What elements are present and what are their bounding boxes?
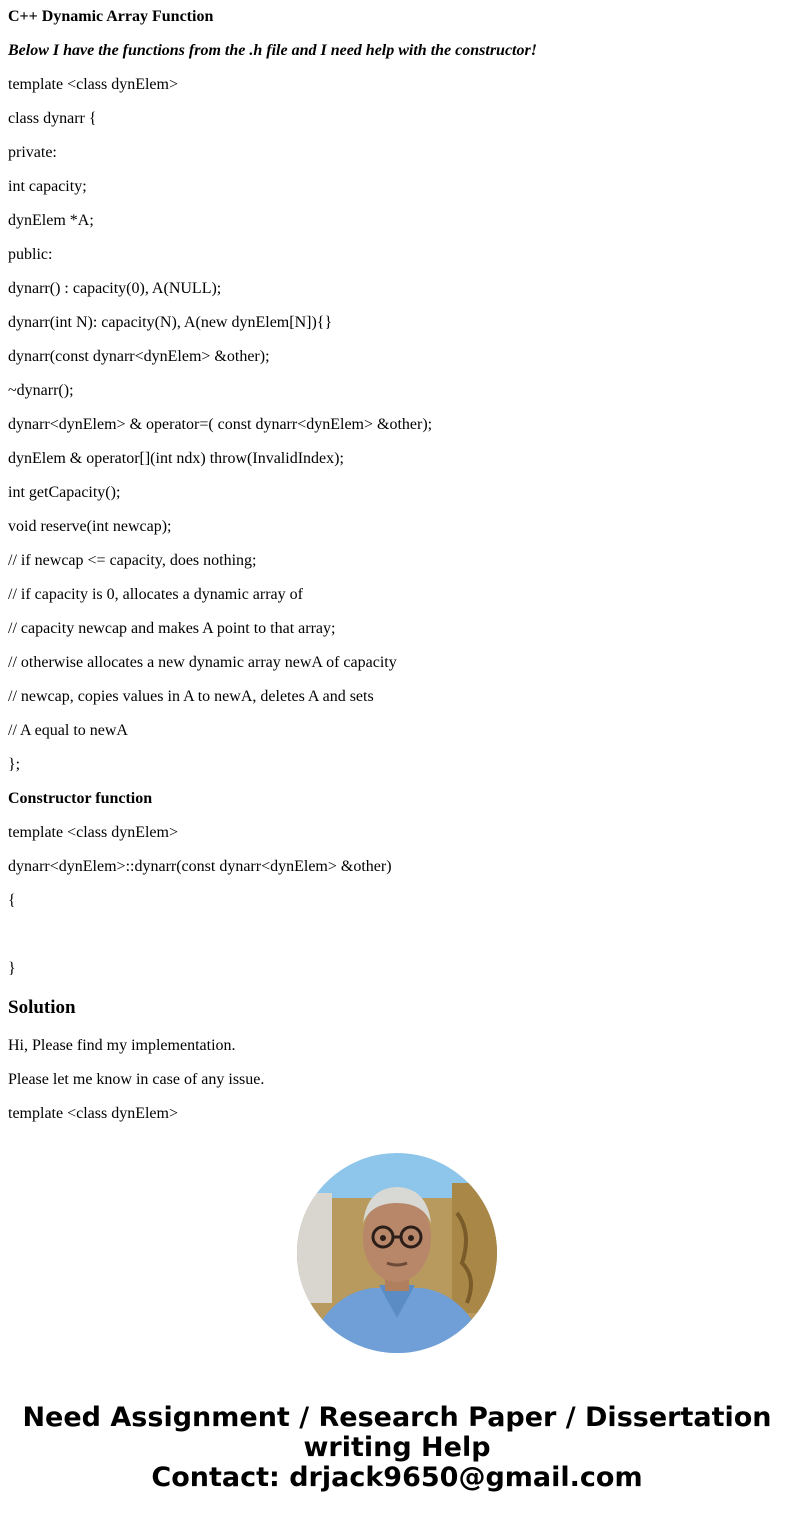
question-title: C++ Dynamic Array Function: [8, 8, 214, 25]
code-line: template <class dynElem>: [8, 824, 178, 841]
code-line: dynarr() : capacity(0), A(NULL);: [8, 280, 222, 297]
solution-line: Please let me know in case of any issue.: [8, 1071, 265, 1088]
solution-line: template <class dynElem>: [8, 1105, 178, 1122]
solution-line: Hi, Please find my implementation.: [8, 1037, 236, 1054]
code-line: template <class dynElem>: [8, 76, 178, 93]
code-line: {: [8, 892, 16, 909]
code-line: int getCapacity();: [8, 484, 121, 501]
question-subtitle: Below I have the functions from the .h file and I need help with the constructor!: [8, 42, 537, 59]
code-line: class dynarr {: [8, 110, 97, 127]
banner-contact-line: Contact: drjack9650@gmail.com: [151, 1462, 643, 1493]
solution-heading: Solution: [8, 997, 76, 1018]
code-line: public:: [8, 246, 53, 263]
contact-banner: [0, 1403, 794, 1493]
author-avatar: [297, 1153, 497, 1353]
code-line: }: [8, 960, 16, 977]
code-line: void reserve(int newcap);: [8, 518, 172, 535]
code-line: dynarr<dynElem> & operator=( const dynarr<dynElem> &other);: [8, 416, 433, 433]
code-line: dynarr<dynElem>::dynarr(const dynarr<dynElem> &other): [8, 858, 392, 875]
code-line: };: [8, 756, 21, 773]
code-line: // capacity newcap and makes A point to that array;: [8, 620, 336, 637]
code-line: int capacity;: [8, 178, 87, 195]
banner-line: Need Assignment / Research Paper / Dissertation: [22, 1402, 772, 1433]
code-line: // if newcap <= capacity, does nothing;: [8, 552, 257, 569]
code-line: // A equal to newA: [8, 722, 128, 739]
code-line: // newcap, copies values in A to newA, deletes A and sets: [8, 688, 374, 705]
banner-line: writing Help: [303, 1432, 491, 1463]
code-line: // if capacity is 0, allocates a dynamic array of: [8, 586, 303, 603]
code-line: private:: [8, 144, 57, 161]
code-line: dynElem & operator[](int ndx) throw(InvalidIndex);: [8, 450, 344, 467]
code-line: // otherwise allocates a new dynamic array newA of capacity: [8, 654, 397, 671]
avatar-photo: [297, 1153, 497, 1353]
code-line: ~dynarr();: [8, 382, 74, 399]
code-line: dynElem *A;: [8, 212, 94, 229]
constructor-heading: Constructor function: [8, 790, 153, 807]
code-line: dynarr(int N): capacity(N), A(new dynElem[N]){}: [8, 314, 333, 331]
code-line: dynarr(const dynarr<dynElem> &other);: [8, 348, 270, 365]
